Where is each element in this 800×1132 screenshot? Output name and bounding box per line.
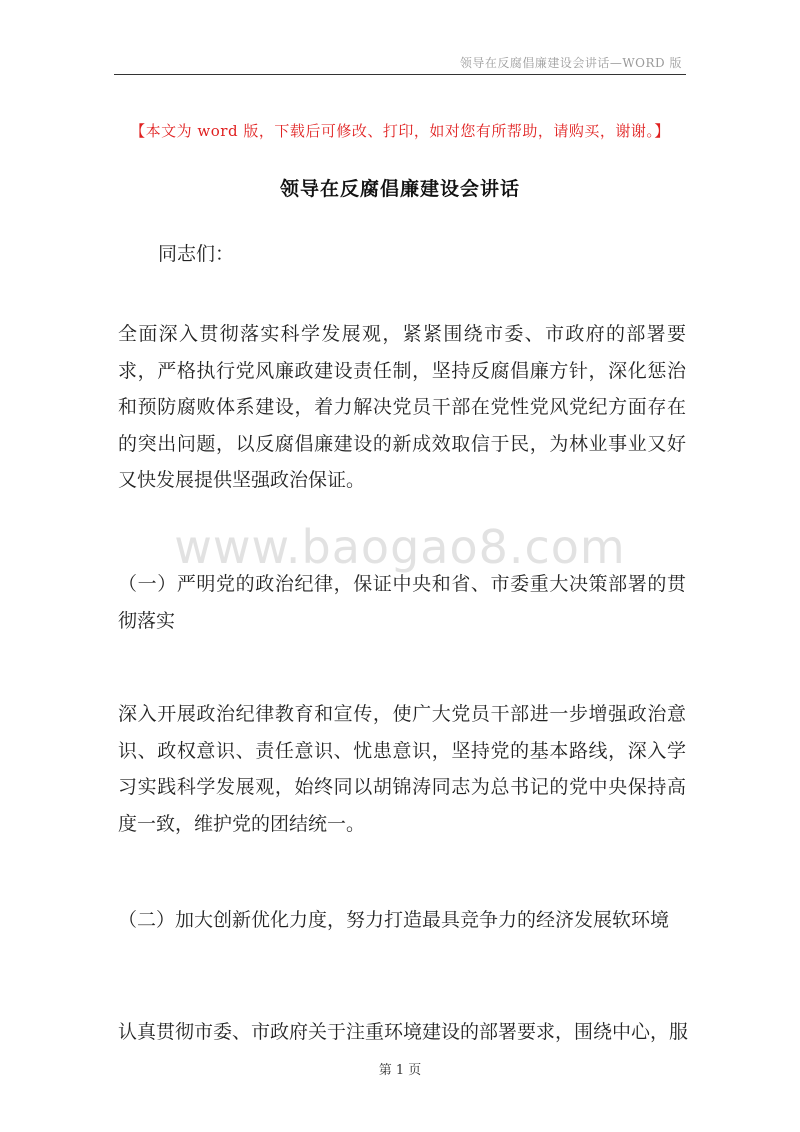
section-heading-2: （二）加大创新优化力度，努力打造最具竞争力的经济发展软环境 (118, 909, 670, 931)
paragraph-intro: 全面深入贯彻落实科学发展观，紧紧围绕市委、市政府的部署要求，严格执行党风廉政建设责任制，坚持反腐倡廉方针，深化惩治和预防腐败体系建设，着力解决党员干部在党性党风党纪方面存在的突出问题，以反腐倡廉建设的新成效取信于民，为林业事业又好又快发展提供坚强政治保证。 (118, 323, 686, 491)
greeting: 同志们： (158, 243, 235, 265)
header-divider (114, 74, 686, 75)
download-notice: 【本文为 word 版，下载后可修改、打印，如对您有所帮助，请购买，谢谢。】 (130, 122, 670, 140)
page-number: 第 1 页 (378, 1063, 422, 1078)
section-heading-1: （一）严明党的政治纪律，保证中央和省、市委重大决策部署的贯彻落实 (118, 573, 686, 632)
paragraph-political-discipline: 深入开展政治纪律教育和宣传，使广大党员干部进一步增强政治意识、政权意识、责任意识、忧患意识，坚持党的基本路线，深入学习实践科学发展观，始终同以胡锦涛同志为总书记的党中央保持高度一致，维护党的团结统一。 (118, 703, 686, 835)
document-title: 领导在反腐倡廉建设会讲话 (279, 178, 520, 200)
paragraph-environment: 认真贯彻市委、市政府关于注重环境建设的部署要求，围绕中心，服 (118, 1021, 689, 1043)
watermark: www.baogao8.com (174, 520, 626, 574)
running-header: 领导在反腐倡廉建设会讲话—WORD 版 (459, 56, 682, 70)
